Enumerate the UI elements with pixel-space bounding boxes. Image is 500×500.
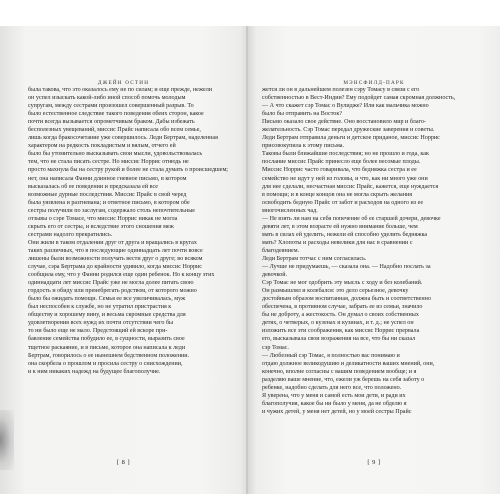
text-line: обеспечена, в противном случае, забрать ее из семьи, значило [262, 304, 423, 311]
left-page-text [28, 86, 237, 376]
text-line: он успел изыскать какой-либо иной способ помочь молодым [28, 95, 186, 102]
text-line: семейство не идут у ней из головы, и что, как ни много уже они [262, 175, 428, 182]
text-line: сообщила ему, что у Фанни родился еще один ребенок. Но к концу этих [28, 272, 215, 279]
text-line: — Любезный сэр Томас, я полностью вас понимаю и [262, 352, 400, 359]
text-line: послание миссис Прайс принесло еще более весомые плоды. [262, 159, 421, 166]
text-line: Миссис Норрис часто говаривала, что бедняжка сестра и ее [262, 167, 417, 174]
text-line: удовлетворения всех нужд их почти отсутствии чего бы [28, 320, 174, 327]
text-line: было бы отправить на Восток? [262, 111, 343, 118]
text-line: было бы ожидать помощи. Семья ее все увеличивалась, муж [28, 296, 186, 303]
text-line: лишь когда бракосочетание уже совершилось. Леди Бертрам, наделенная [28, 135, 218, 142]
text-line: собственностью в Вест-Индии? Ему подойдет самая скромная должность, [262, 95, 456, 102]
text-line: была уязвлена и разгневана; и ответное письмо, в котором обе [28, 199, 190, 206]
text-line: почти всегда вызывается опрометчивым браком. Дабы избежать [28, 119, 195, 126]
text-line: Леди Бертрам отправила деньги и детское приданое, миссис Норрис [262, 135, 440, 142]
text-line: и к ним никаких надежд на будущее благополучие. [28, 368, 161, 375]
text-line: характером на редкость покладистым и вялым, отчего ей [28, 143, 176, 150]
text-line: сестрами надолго прекратились. [28, 231, 113, 238]
text-line: случае, сэра Бертрама до крайности удивило, когда миссис Норрис [28, 264, 202, 271]
text-line: Они жили в таком отдалении друг от друга и вращались в кругах [28, 239, 197, 246]
text-line: благополучия, какое бы ни было у меня, да не обделю я [262, 400, 407, 407]
text-line: Сэр Томас не мог одобрить эту мысль с ходу и без колебаний. [262, 280, 423, 287]
text-line: в помощи; и в конце концов она не могла скрыть желания [262, 191, 413, 198]
text-line: благодеянием. [262, 247, 300, 254]
text-line: — А что скажет сэр Томас о Вулидже? Или как мальчика можно [262, 103, 429, 110]
text-line: была такова, что это оказалось ему не по силам; и еще прежде, нежели [28, 87, 212, 93]
text-line: бы не доброту, а жестокость. Он думал о своих собственных [262, 312, 419, 319]
text-line: отдаю должное великодушию и деликатности ваших мнений, они, [262, 360, 435, 367]
right-page [248, 26, 500, 494]
text-line: таких различных, что в последующие одиннадцать лет почти вовсе [28, 247, 203, 254]
text-line: Он размышлял и колебался: это дело серьезное, девочку [262, 288, 409, 295]
text-line: желательность. Сэр Томас передал дружеские заверения и советы. [262, 127, 435, 134]
text-line: лишены были возможности получать вести друг о друге; во всяком [28, 255, 203, 262]
text-line: нет, она написала Фанни длинное гневное письмо, в котором [28, 175, 187, 182]
text-line: сэр Томас. [262, 344, 289, 351]
text-line: высказалась об ее поведении и предсказала ей все [28, 183, 159, 190]
left-running-head: ДЖЕЙН ОСТИН [97, 80, 150, 86]
text-line: мать? Хлопоты и расходы невелики для нас в сравнении с [262, 239, 413, 246]
text-line: разделяю ваше мнение, что, ежели уж берешь на себя заботу о [262, 376, 425, 383]
text-line: было бы утомительно высказывать свои мысли, удовольствовалась [28, 151, 203, 158]
text-line: конечно, вполне согласны с вашим поведением вообще; и я [262, 368, 417, 375]
text-line: просто махнула бы на сестру рукой и более не стала думать о происшедшем; [28, 167, 228, 174]
text-line: Таковы были ближайшие последствия; но не прошло и года, как [262, 151, 429, 158]
text-line: тем, что не стала писать сестре. Но миссис Норрис отнюдь не [28, 159, 189, 166]
text-line: бесполезных увещеваний, миссис Прайс написала обо всем семье, [28, 127, 201, 134]
text-line: был неспособен к службе, но не утратил пристрастия к [28, 304, 172, 311]
text-line: девочкой. [262, 272, 288, 279]
text-line: скрыть его от сестры, и вследствие этого сношения меж [28, 223, 174, 230]
thumb-shadow [0, 410, 14, 470]
text-line: многочисленных чад. [262, 207, 318, 214]
text-line: Письмо оказало свое действие. Оно восстановило мир и благо- [262, 119, 426, 126]
text-line: бавление семейства побудило ее, в сущности, выразить свое [28, 336, 185, 343]
text-line: изложить все эти соображения, как миссис Норрис прервала [262, 328, 420, 335]
right-page-text [262, 86, 488, 416]
text-line: тщетное раскаяние, и в письме, которое она написала к леди [28, 344, 186, 351]
left-page [0, 26, 247, 494]
right-running-head: МЭНСФИЛД-ПАРК [343, 80, 405, 86]
text-line: супругам, между сестрами произошел совершенный разрыв. То [28, 103, 194, 110]
text-line: его, высказывала свои возражения на все, что бы ни сказал [262, 336, 416, 343]
right-page-number: [ 9 ] [367, 459, 381, 466]
text-line: мать в силах ей уделить, нежели ей способно уделить бедняжка [262, 231, 428, 238]
text-line: девяти лет, в этом возрасте ей нужно внимание больше, чем [262, 223, 418, 230]
text-line: гордость и обиду или пренебрегать родством, от которого можно [28, 288, 197, 295]
text-line: одиннадцати лет миссис Прайс уже не могла долее питать свою [28, 280, 194, 287]
text-line: Леди Бертрам тотчас с ним согласилась. [262, 255, 367, 262]
text-line: то ни было еще не мало. Предстоящий ей вскоре при- [28, 328, 168, 335]
text-line: она скорбела о прошлом и просила сестру о снисхождении, [28, 360, 183, 367]
text-line: отзывы о сэре Томасе, что миссис Норрис никак не могла [28, 215, 178, 222]
text-line: возможные дурные последствия. Миссис Прайс в свой черед [28, 191, 187, 198]
text-line: сестры получили по заслугам, содержало столь непочтительные [28, 207, 196, 214]
text-line: для нее сделали, несчастная миссис Прайс, кажется, еще нуждается [262, 183, 439, 190]
text-line: было естественное следствие такого поведения обеих сторон, какое [28, 111, 204, 118]
text-line: и чужих детей, у меня нет детей, но у моей сестры Прайс [262, 408, 412, 415]
text-line: Я уверена, что у меня и самой есть мои дети, и ради их [262, 392, 406, 399]
text-line: ребенке, надобно сделать для него все, что положено. [262, 384, 402, 391]
text-line: присовокупила к этому письма. [262, 143, 345, 150]
text-line: обществу и хорошему вину, и весьма скромные средства для [28, 312, 186, 319]
left-page-number: [ 8 ] [116, 459, 131, 466]
text-line: — Не взять ли нам на себя попечение об ее старшей дочери, девочке [262, 215, 441, 222]
text-line: Бертрам, говорилось о ее нынешнем бедственном положении. [28, 352, 190, 359]
text-line: — Лучше не придумаешь, — сказала она. — Надобно послать за [262, 264, 431, 271]
text-line: детях, о четверых, о кузенах и кузинах, и т. д.; не успел он [262, 320, 414, 327]
text-line: жется ли он в дальнейшем полезен сэру Томасу в связи с его [262, 87, 420, 93]
text-line: достойным образом воспитанная, должна быть и соответственно [262, 296, 431, 303]
text-line: освободить бедную Прайс от забот и расходов на одного из ее [262, 199, 424, 206]
